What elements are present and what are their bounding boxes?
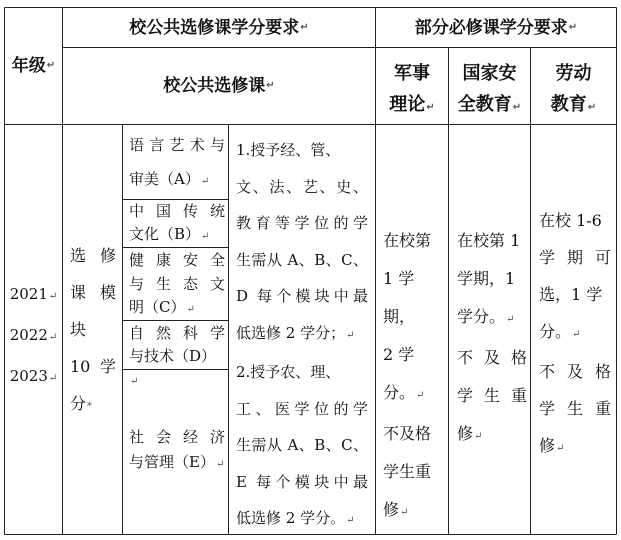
military-line: 1 学期， xyxy=(383,269,416,326)
module-d-line: 自然科学 xyxy=(129,324,225,342)
paragraph-mark: ↵ xyxy=(346,329,355,341)
paragraph-mark: ↵ xyxy=(200,176,210,187)
paragraph-mark: ↵ xyxy=(572,329,581,340)
header-grade xyxy=(5,8,62,124)
labor-line: 分。 xyxy=(539,322,572,341)
security-line: 学期，1 xyxy=(457,269,516,288)
elective-module-line: 块 xyxy=(70,320,87,339)
rules-line: 1.授予经、管、 xyxy=(236,141,341,159)
military-line: 在校第 xyxy=(383,231,432,250)
military-theory-cell xyxy=(383,222,445,519)
paragraph-mark: ↵ xyxy=(426,102,435,113)
elective-module-line: 选修 xyxy=(70,246,116,265)
header-military-theory xyxy=(376,48,448,124)
header-national-security-line-2: 全教育 xyxy=(457,94,512,115)
header-required-requirement xyxy=(376,8,616,47)
elective-module-line: 分 xyxy=(70,394,87,413)
paragraph-mark: ↵ xyxy=(300,21,309,33)
module-a-line: 审美（A） xyxy=(129,170,200,188)
module-c-cell xyxy=(129,249,225,320)
header-military-theory-line-1: 军事 xyxy=(394,63,430,84)
module-a-line: 语言艺术与 xyxy=(129,136,225,154)
rules-cell xyxy=(236,132,368,532)
paragraph-mark: ↵ xyxy=(48,332,58,343)
module-e-cell xyxy=(129,425,225,485)
security-line: 修 xyxy=(457,424,474,443)
paragraph-mark: ↵ xyxy=(568,21,578,33)
module-c-line: 明（C） xyxy=(129,298,186,316)
module-c-line: 健康安全 xyxy=(129,251,225,269)
rules-line: 低选修 2 学分； xyxy=(236,323,346,342)
header-national-security-line-1: 国家安 xyxy=(462,63,517,84)
security-line: 学分。 xyxy=(457,307,506,326)
module-a-cell xyxy=(129,128,225,198)
paragraph-mark: ↵ xyxy=(215,459,225,470)
paragraph-mark: ↵ xyxy=(48,373,58,384)
paragraph-mark: ↵ xyxy=(266,80,275,91)
paragraph-mark: ↵ xyxy=(416,390,425,401)
rules-line: 生需从 A、B、C、 xyxy=(236,250,368,269)
rules-line: 文、法、艺、史、 xyxy=(236,177,368,196)
module-d-line: 与技术（D） xyxy=(129,347,217,365)
header-national-security xyxy=(449,48,530,124)
module-b-cell xyxy=(129,200,225,247)
header-labor-education-line-1: 劳动 xyxy=(555,63,592,84)
labor-line: 学生重 xyxy=(539,399,611,418)
rules-line: D 每个模块中最 xyxy=(236,287,368,305)
labor-line: 选，1 学 xyxy=(539,285,603,304)
labor-education-cell xyxy=(539,202,611,462)
security-line: 学生重 xyxy=(457,386,527,405)
military-line: 修 xyxy=(383,500,400,519)
header-military-theory-line-2: 理论 xyxy=(389,94,426,115)
military-line: 学生重 xyxy=(383,462,432,481)
module-d-cell xyxy=(129,322,225,387)
year-2021: 2021 xyxy=(9,285,48,303)
paragraph-mark: ↵ xyxy=(130,376,139,387)
labor-line: 不及格 xyxy=(539,362,611,381)
military-line: 2 学分。 xyxy=(383,345,416,402)
paragraph-mark: ↵ xyxy=(556,443,565,454)
rules-line: 教育等学位的学 xyxy=(236,214,368,232)
paragraph-mark: ↵ xyxy=(587,102,597,113)
header-labor-education-line-2: 教育 xyxy=(550,94,587,115)
rules-line: E 每个模块中最 xyxy=(236,472,368,491)
elective-module-line: 10 学 xyxy=(70,357,116,376)
module-e-line: 与管理（E） xyxy=(129,453,215,471)
paragraph-mark: ↵ xyxy=(400,507,409,518)
paragraph-mark: ↵ xyxy=(474,431,483,442)
rules-line: 低选修 2 学分。 xyxy=(236,509,346,527)
paragraph-mark: ↵ xyxy=(506,314,515,325)
year-2022: 2022 xyxy=(9,326,48,344)
header-school-elective xyxy=(63,48,375,124)
module-b-line: 文化（B） xyxy=(129,225,201,243)
header-labor-education xyxy=(531,48,616,124)
header-required-requirement-label: 部分必修课学分要求 xyxy=(414,17,568,38)
header-school-elective-requirement xyxy=(63,8,375,47)
elective-module-line: 课模 xyxy=(70,283,116,302)
header-school-elective-label: 校公共选修课 xyxy=(163,76,266,96)
elective-module-cell xyxy=(70,237,116,427)
national-security-cell xyxy=(457,222,527,452)
labor-line: 学期可 xyxy=(539,248,611,267)
paragraph-mark: ↵ xyxy=(346,515,355,526)
paragraph-mark: ↵ xyxy=(48,291,58,302)
year-2023: 2023 xyxy=(9,367,48,385)
module-b-line: 中国传统 xyxy=(129,202,225,220)
paragraph-mark: ↵ xyxy=(186,304,195,315)
header-school-elective-requirement-label: 校公共选修课学分要求 xyxy=(129,17,300,38)
paragraph-mark: * xyxy=(87,401,93,412)
security-line: 在校第 1 xyxy=(457,231,521,250)
military-line: 不及格 xyxy=(383,424,432,443)
rules-line: 生需从 A、B、C、 xyxy=(236,436,368,454)
header-grade-label: 年级 xyxy=(11,56,46,76)
years-cell xyxy=(5,275,62,395)
module-e-line: 社会经济 xyxy=(129,428,225,446)
paragraph-mark: ↵ xyxy=(512,102,522,113)
security-line: 不及格 xyxy=(457,348,527,367)
labor-line: 修 xyxy=(539,436,556,455)
rules-line: 2.授予农、理、 xyxy=(236,363,341,381)
paragraph-mark: ↵ xyxy=(46,60,56,71)
rules-line: 工、医学位的学 xyxy=(236,399,368,418)
labor-line: 在校 1-6 xyxy=(539,211,602,230)
module-c-line: 与生态文 xyxy=(129,274,225,293)
paragraph-mark: ↵ xyxy=(201,231,210,242)
